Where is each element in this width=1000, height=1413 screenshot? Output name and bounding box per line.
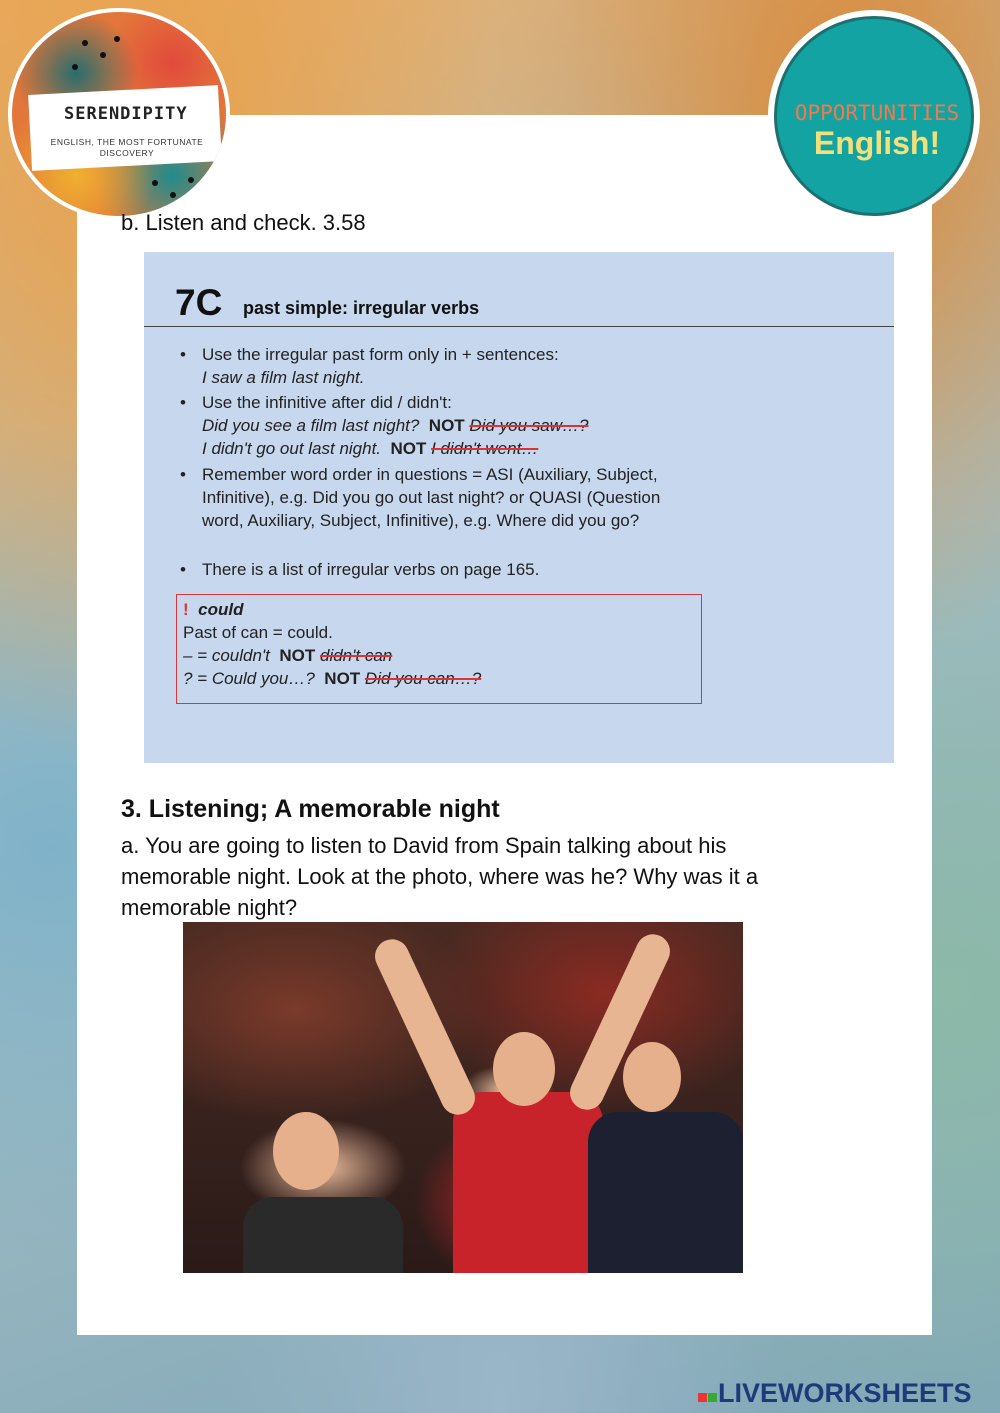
could-line xyxy=(183,667,481,690)
logo-dot xyxy=(152,180,158,186)
example-correct: I didn't go out last night. xyxy=(202,439,382,458)
logo-dot xyxy=(170,192,176,198)
not-label: NOT xyxy=(279,646,316,665)
instruction-line: memorable night. Look at the photo, where was he? Why was it a xyxy=(121,864,759,889)
logo-dot xyxy=(72,64,78,70)
rule-example-line xyxy=(202,414,588,437)
instruction-line: memorable night? xyxy=(121,895,298,920)
section-heading: 3. Listening; A memorable night xyxy=(121,795,500,823)
instruction-b: b. Listen and check. 3.58 xyxy=(121,210,366,235)
bullet: • xyxy=(180,393,186,412)
logo-dot xyxy=(114,36,120,42)
rule-example: I saw a film last night. xyxy=(202,368,365,387)
photo-face xyxy=(273,1112,339,1190)
logo-dot xyxy=(100,52,106,58)
liveworksheets-logo[interactable] xyxy=(698,1378,972,1409)
grammar-title: past simple: irregular verbs xyxy=(243,298,480,318)
photo-dress xyxy=(243,1197,403,1273)
example-correct: Did you see a film last night? xyxy=(202,416,420,435)
opportunities-logo xyxy=(768,10,980,222)
brand-name: LIVEWORKSHEETS xyxy=(718,1378,972,1408)
bullet: • xyxy=(180,560,186,579)
photo-face xyxy=(623,1042,681,1112)
could-wrong: didn't can xyxy=(319,646,393,665)
grammar-box xyxy=(144,252,894,763)
rule-text: Use the infinitive after did / didn't: xyxy=(202,393,452,412)
photo-red-shirt xyxy=(453,1092,603,1273)
photo-dark-shirt xyxy=(588,1112,743,1273)
could-note-box xyxy=(176,594,702,704)
celebration-photo xyxy=(183,922,743,1273)
rule-text: There is a list of irregular verbs on page 165. xyxy=(202,560,540,579)
bullet: • xyxy=(180,345,186,364)
logo-line1: OPPORTUNITIES xyxy=(794,101,960,125)
could-wrong: Did you can…? xyxy=(364,669,482,688)
example-wrong: Did you saw…? xyxy=(469,416,589,435)
section-instruction xyxy=(121,830,841,923)
rule-text: Use the irregular past form only in + sentences: xyxy=(202,345,559,364)
bullet: • xyxy=(180,465,186,484)
logo-subtitle: ENGLISH, THE MOST FORTUNATE DISCOVERY xyxy=(50,137,204,158)
logo-dot xyxy=(188,177,194,183)
photo-face xyxy=(493,1032,555,1106)
grammar-header xyxy=(144,252,894,327)
could-line: Past of can = could. xyxy=(183,623,333,642)
logo-title: SERENDIPITY xyxy=(64,104,188,124)
could-line xyxy=(183,644,392,667)
example-wrong: I didn't went… xyxy=(431,439,539,458)
could-heading-line xyxy=(183,598,243,621)
logo-square xyxy=(708,1393,717,1402)
logo-circle xyxy=(774,16,974,216)
could-correct: – = couldn't xyxy=(183,646,270,665)
not-label: NOT xyxy=(390,439,427,458)
warning-mark: ! xyxy=(183,600,189,619)
serendipity-logo xyxy=(8,8,230,220)
could-heading: could xyxy=(198,600,244,619)
rule-text: Infinitive), e.g. Did you go out last night? or QUASI (Question xyxy=(202,488,661,507)
rule-example-line xyxy=(202,437,538,460)
rule-text: Remember word order in questions = ASI (Auxiliary, Subject, xyxy=(202,465,658,484)
not-label: NOT xyxy=(428,416,465,435)
could-correct: ? = Could you…? xyxy=(183,669,315,688)
not-label: NOT xyxy=(324,669,361,688)
logo-square xyxy=(698,1393,707,1402)
rule-text: word, Auxiliary, Subject, Infinitive), e.g. Where did you go? xyxy=(202,511,640,530)
photo-raised-arm xyxy=(369,934,480,1121)
logo-dot xyxy=(82,40,88,46)
instruction-line: a. You are going to listen to David from Spain talking about his xyxy=(121,833,727,858)
logo-line2: English! xyxy=(813,125,941,161)
unit-number: 7C xyxy=(175,282,223,323)
